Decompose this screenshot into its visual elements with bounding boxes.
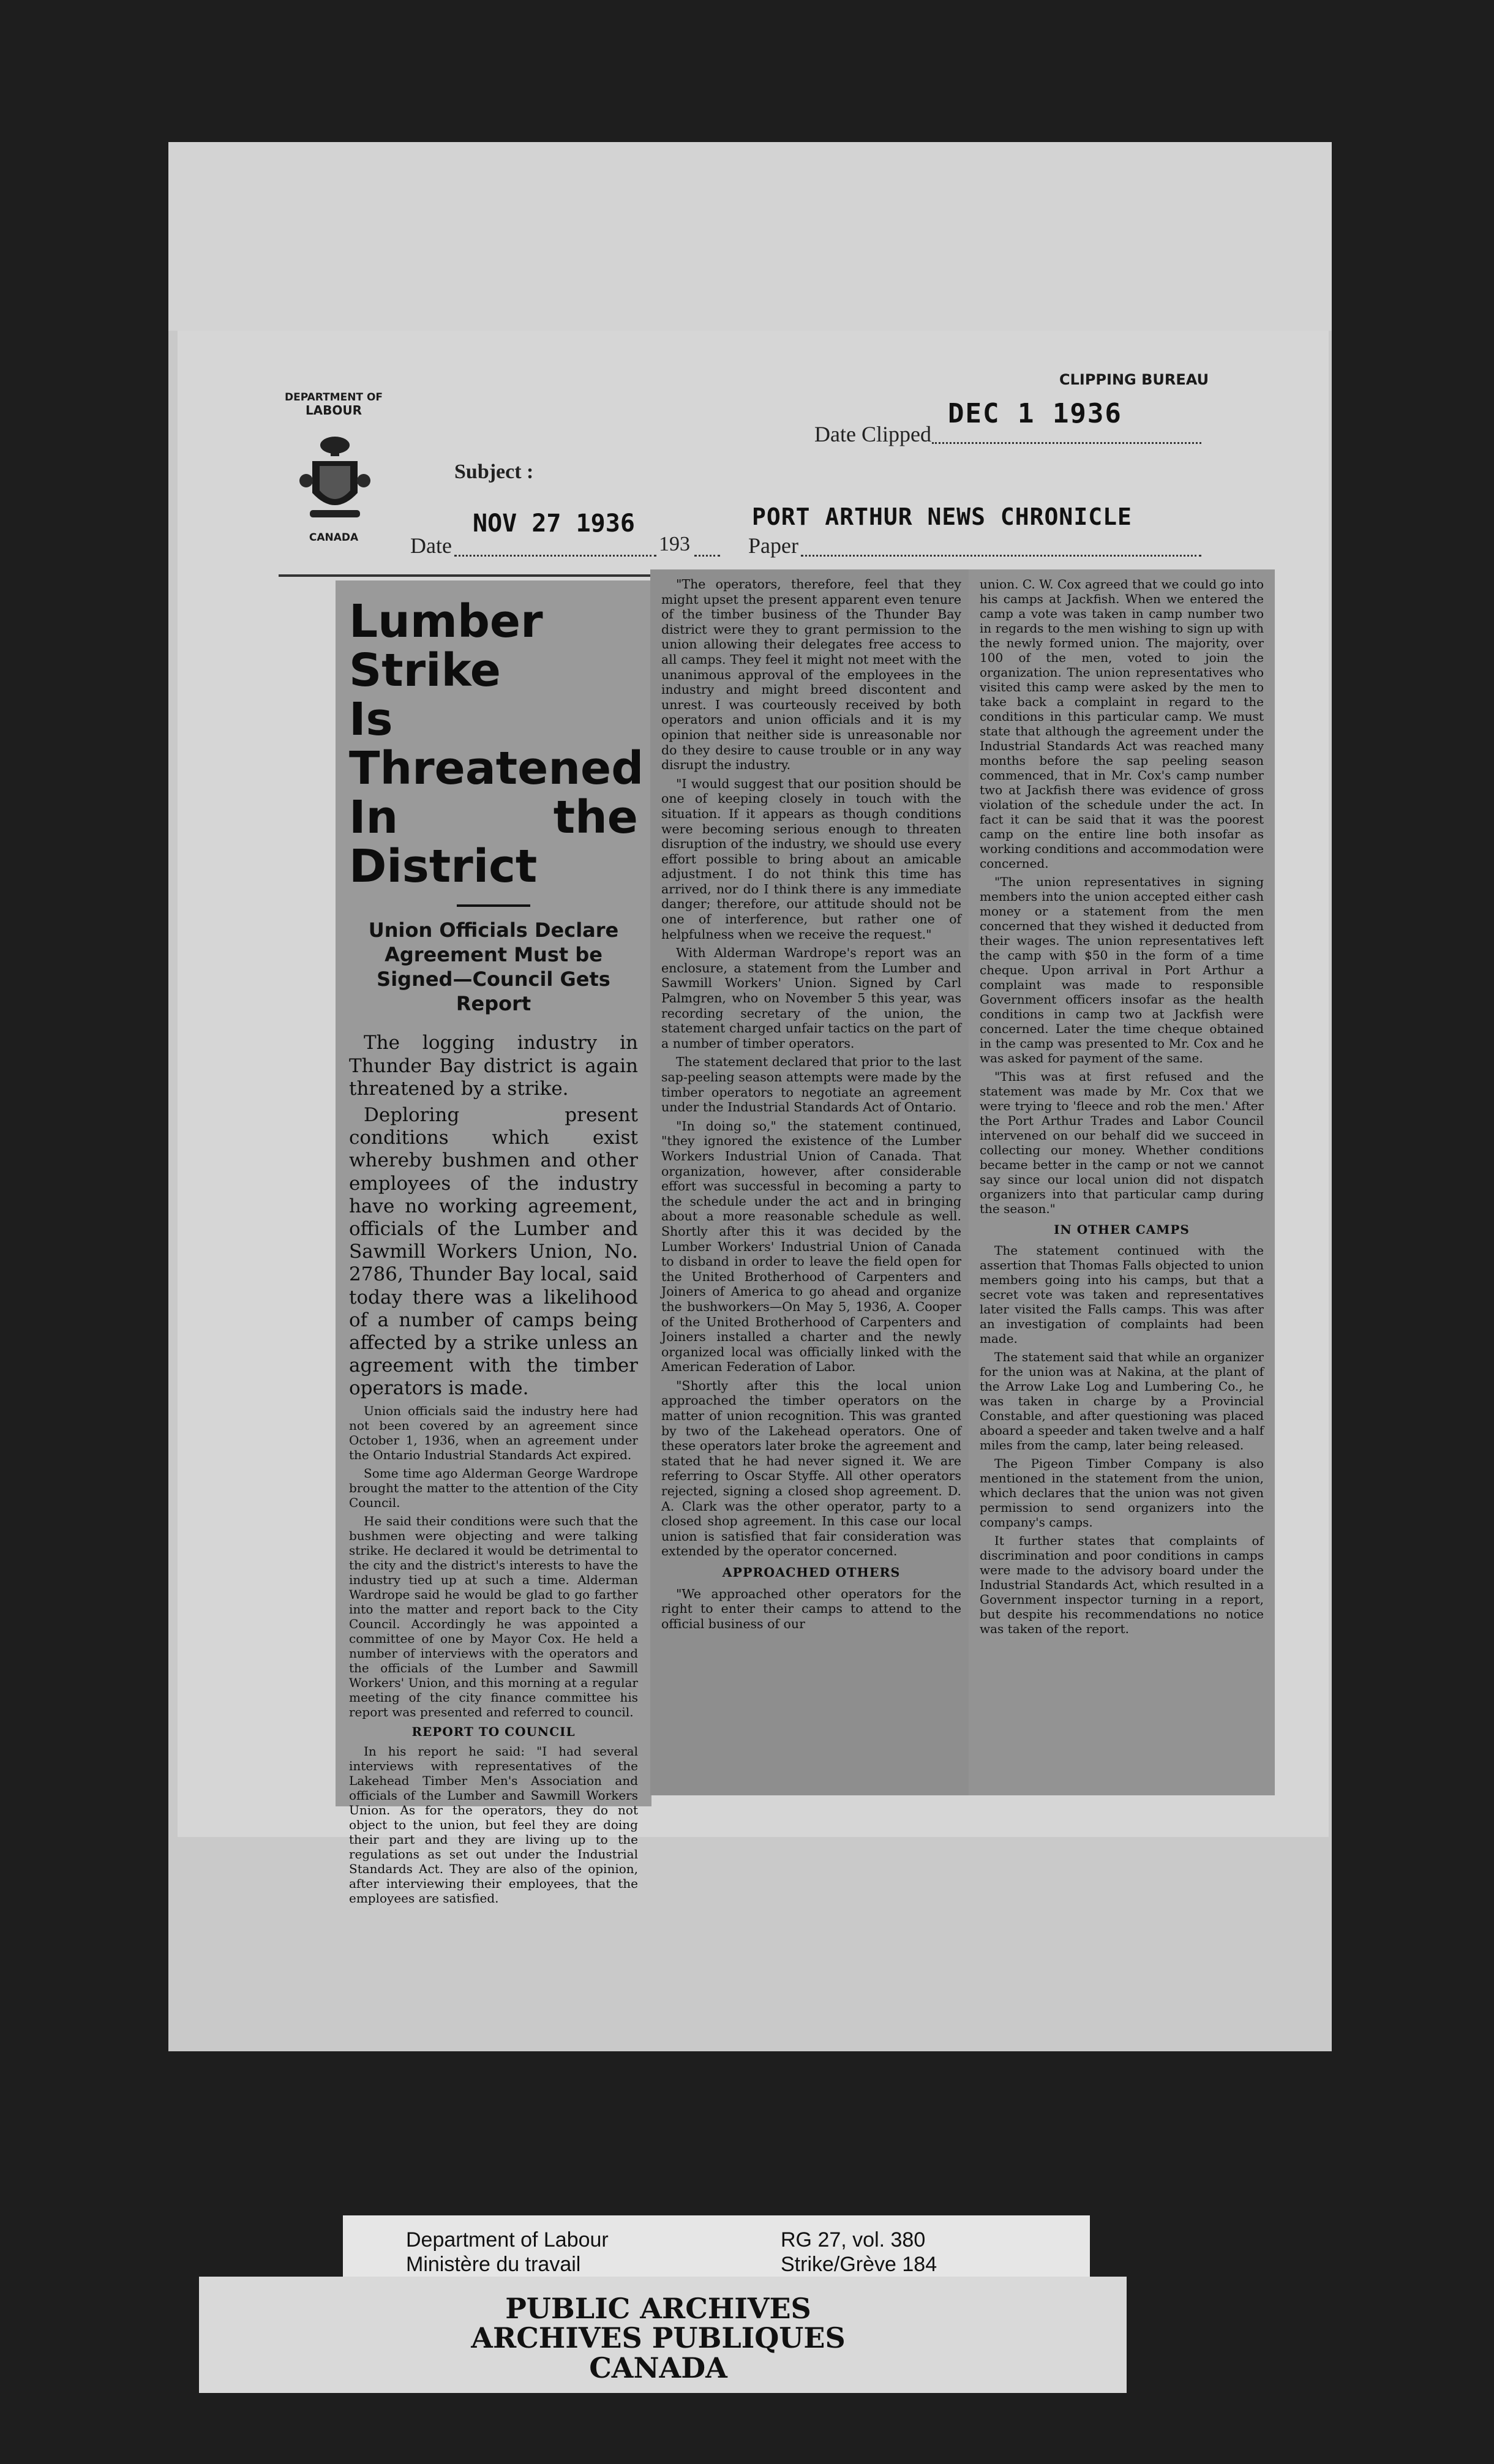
department-name: [269, 392, 398, 417]
paragraph: The statement continued with the assertion that Thomas Falls objected to union members going into his camps, but that a secret vote was taken and representatives later visited the Falls camps. This was after an investigation of complaints had been made.: [980, 1243, 1264, 1346]
headline-line-3: In the District: [349, 791, 638, 893]
country-label: CANADA: [309, 531, 359, 544]
clipping-column-1: [336, 580, 651, 1906]
year-prefix: 193: [659, 533, 690, 555]
date-stamp: NOV 27 1936: [473, 509, 635, 538]
section-heading: IN OTHER CAMPS: [1054, 1222, 1190, 1237]
date-clipped-line: [932, 442, 1201, 444]
paragraph: "I would suggest that our position should be one of keeping closely in touch with the situation. If it appears as though conditions were becoming serious enough to threaten disruption of the industry, we should use every effort possible to bring about an amicable adjustment. I do not think this time has arrived, nor do I think there is any immediate danger; therefore, our attitude should not be one of interference, but rather one of helpfulness when we receive the request.": [661, 776, 961, 942]
headline-divider: [457, 904, 530, 907]
paragraph: With Alderman Wardrope's report was an enclosure, a statement from the Lumber and Sawmill Workers' Union. Signed by Carl Palmgren, who on November 5 this year, was recording secretary of the union, the statement charged unfair tactics on the part of a number of timber operators.: [661, 945, 961, 1051]
clipping-column-3: [969, 569, 1275, 1795]
date-clipped-label: Date Clipped: [814, 422, 931, 446]
reference-volume: RG 27, vol. 380: [781, 2228, 926, 2252]
headline-line-1: Lumber Strike: [349, 595, 543, 697]
sheet-top-strip: [168, 142, 1332, 331]
date-line: [454, 555, 656, 557]
paper-name-stamp: PORT ARTHUR NEWS CHRONICLE: [752, 503, 1132, 530]
department-line2: LABOUR: [305, 402, 362, 418]
headline-line-2: Is Threatened: [349, 693, 644, 795]
subheadline: Union Officials Declare Agreement Must be Signed—Council Gets Report: [368, 918, 619, 1016]
archive-line-3: CANADA: [589, 2351, 727, 2384]
paragraph: "This was at first refused and the statement was made by Mr. Cox that we were trying to 'fleece and rob the men.' After the Port Arthur Trades and Labor Council intervened on our behalf did we succeed in collecting our money. Whether conditions became better in the camp or not we cannot say since our local union did not dispatch organizers into that particular camp during the season.": [980, 1069, 1264, 1216]
paragraph: The statement declared that prior to the last sap-peeling season attempts were made by the timber operators to negotiate an agreement under the Industrial Standards Act of Ontario.: [661, 1054, 961, 1115]
year-line: [694, 555, 720, 557]
archive-line-2: ARCHIVES PUBLIQUES: [471, 2321, 846, 2355]
date-label: Date: [410, 533, 452, 558]
clipping-column-2: [650, 569, 972, 1795]
coat-of-arms-icon: [299, 432, 371, 530]
paragraph: In his report he said: "I had several interviews with representatives of the Lakehead Timber Men's Association and officials of the Lumber and Sawmill Workers Union. As for the operators, they do not object to the union, but feel they are doing their part and they are living up to the regulations as set out under the Industrial Standards Act. They are also of the opinion, after interviewing their employees, that the employees are satisfied.: [349, 1744, 638, 1906]
headline: [349, 595, 644, 893]
archive-line-1: PUBLIC ARCHIVES: [505, 2292, 811, 2325]
lede: The logging industry in Thunder Bay district is again threatened by a strike.: [349, 1032, 638, 1100]
section-heading: APPROACHED OTHERS: [722, 1565, 901, 1580]
paragraph: "We approached other operators for the right to enter their camps to attend to the official business of our: [661, 1586, 961, 1631]
paragraph: "In doing so," the statement continued, "they ignored the existence of the Lumber Workers Industrial Union of Canada. That organization, however, after considerable effort was successful in becoming a party to the schedule under the act and in bringing about a more reasonable schedule as well. Shortly after this it was decided by the Lumber Workers' Industrial Union of Canada to disband in order to leave the field open for the United Brotherhood of Carpenters and Joiners of America to go ahead and organize the bushworkers—On May 5, 1936, A. Cooper of the United Brotherhood of Carpenters and Joiners installed a charter and the newly organized local was officially linked with the American Federation of Labor.: [661, 1118, 961, 1375]
paper-label: Paper: [748, 533, 798, 558]
reference-strike: Strike/Grève 184: [781, 2253, 937, 2276]
clipping-bureau-label: CLIPPING BUREAU: [1059, 371, 1209, 388]
section-heading: REPORT TO COUNCIL: [411, 1724, 576, 1740]
paragraph: "The union representatives in signing members into the union accepted either cash money or a statement from the men concerned that they wished it deducted from their wages. The union representatives left the camp with $50 in the form of a time cheque. Upon arrival in Port Arthur a complaint was made to responsible Government officers insofar as the health conditions in camp two at Jackfish were concerned. Later the time cheque obtained in the camp was presented to Mr. Cox and he was asked for payment of the same.: [980, 874, 1264, 1065]
paragraph: "Shortly after this the local union approached the timber operators on the matter of union recognition. This was granted by two of the Lakehead operators. One of these operators later broke the agreement and stated that he had never signed it. We are referring to Oscar Styffe. All other operators rejected, signing a closed shop agreement. D. A. Clark was the other operator, party to a closed shop agreement. In this case our local union is satisfied that fair consideration was extended by the operator concerned.: [661, 1378, 961, 1559]
archive-stamp: [383, 2294, 934, 2383]
department-fr: Ministère du travail: [406, 2253, 581, 2276]
label-notch-left: [199, 2215, 343, 2277]
paper-line: [801, 555, 1201, 557]
paragraph: Some time ago Alderman George Wardrope brought the matter to the attention of the City Council.: [349, 1466, 638, 1511]
archive-label-card: [199, 2215, 1127, 2393]
date-clipped-stamp: DEC 1 1936: [948, 398, 1122, 429]
paragraph: Union officials said the industry here had not been covered by an agreement since October 1, 1936, when an agreement under the Ontario Industrial Standards Act expired.: [349, 1403, 638, 1463]
label-notch-right: [1090, 2215, 1127, 2277]
department-line1: DEPARTMENT OF: [284, 391, 383, 404]
paragraph: The Pigeon Timber Company is also mentioned in the statement from the union, which declares that the union was not given permission to send organizers into the company's camps.: [980, 1456, 1264, 1530]
paragraph: It further states that complaints of discrimination and poor conditions in camps were made to the advisory board under the Industrial Standards Act, which resulted in a Government inspector turning in a report, but despite his recommendations no notice was taken of the report.: [980, 1533, 1264, 1636]
paragraph: He said their conditions were such that the bushmen were objecting and were talking strike. He declared it would be detrimental to the city and the district's interests to have the industry tied up at such a time. Alderman Wardrope said he would be glad to go farther into the matter and report back to the City Council. Accordingly he was appointed a committee of one by Mayor Cox. He held a number of interviews with the operators and the officials of the Lumber and Sawmill Workers' Union, and this morning at a regular meeting of the city finance committee his report was presented and referred to council.: [349, 1514, 638, 1720]
department-en: Department of Labour: [406, 2228, 609, 2252]
lede-2: Deploring present conditions which exist whereby bushmen and other employees of the industry have no working agreement, officials of the Lumber and Sawmill Workers Union, No. 2786, Thunder Bay local, said today there was a likelihood of a number of camps being affected by a strike unless an agreement with the timber operators is made.: [349, 1104, 638, 1400]
paragraph: "The operators, therefore, feel that they might upset the present apparent even tenure of the timber business of the Thunder Bay district were they to grant permission to the union allowing their delegates free access to all camps. They feel it might not meet with the unanimous approval of the employees in the industry and might breed discontent and unrest. I was courteously received by both operators and union officials and it is my opinion that neither side is unreasonable nor do they desire to cause trouble or in any way disrupt the industry.: [661, 577, 961, 773]
paragraph: The statement said that while an organizer for the union was at Nakina, at the plant of the Arrow Lake Log and Lumbering Co., he was taken in charge by a Provincial Constable, and after questioning was placed aboard a speeder and taken twelve and a half miles from the camp, later being released.: [980, 1350, 1264, 1452]
paragraph: union. C. W. Cox agreed that we could go into his camps at Jackfish. When we entered the camp a vote was taken in camp number two in regards to the men wishing to sign up with the newly formed union. The majority, over 100 of the men, voted to join the organization. The union representatives who visited this camp were asked by the men to take back a complaint in regard to the conditions in this particular camp. We must state that although the agreement under the Industrial Standards Act was reached many months before the sap peeling season commenced, that in Mr. Cox's camp number two at Jackfish there was evidence of gross violation of the schedule under the act. In fact it can be said that it was the poorest camp on the entire line both insofar as working conditions and accommodation were concerned.: [980, 577, 1264, 871]
subject-label: Subject :: [454, 460, 534, 483]
